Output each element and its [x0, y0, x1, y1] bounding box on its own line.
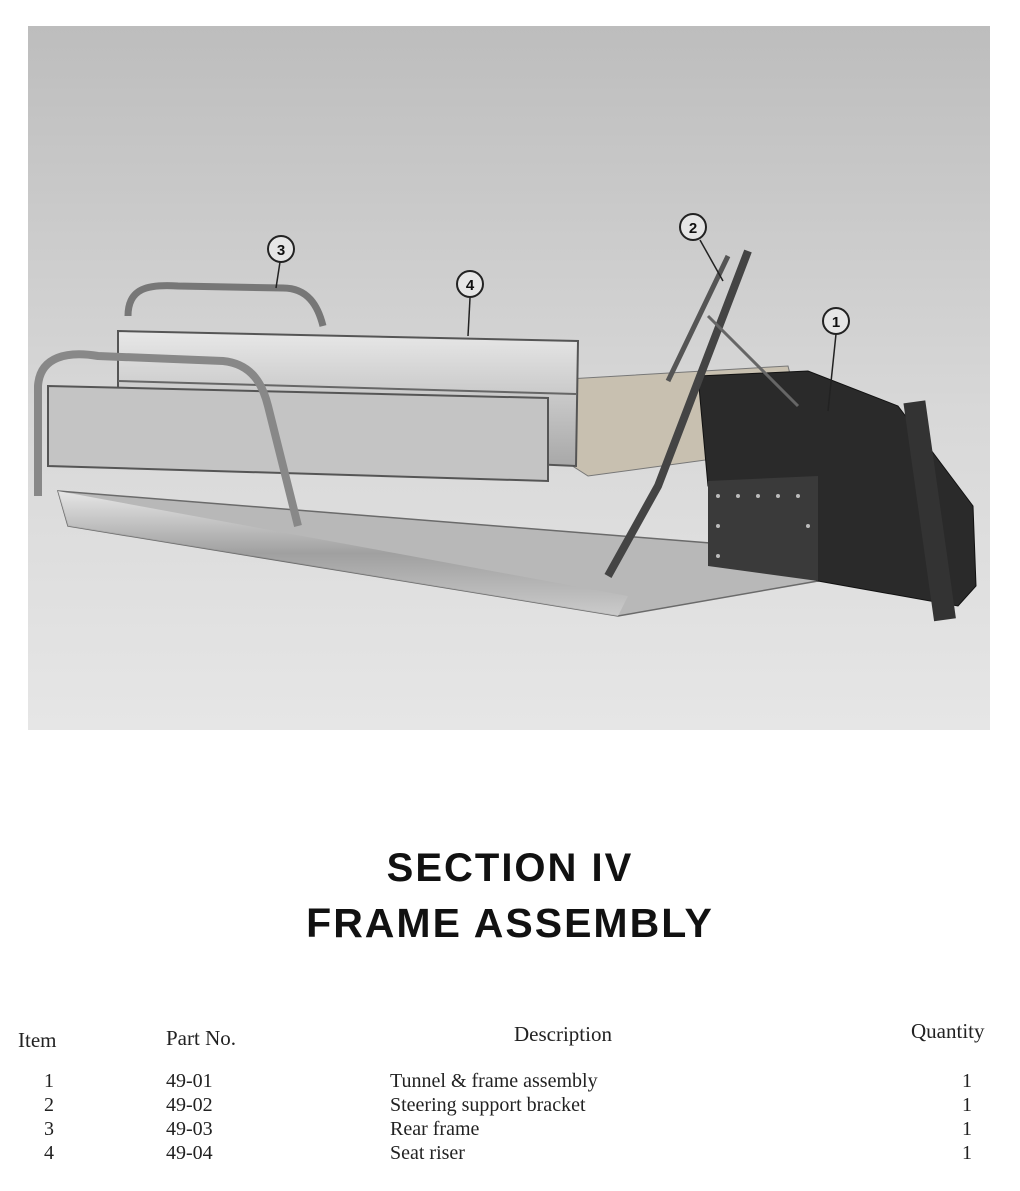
table-row	[0, 1118, 1020, 1142]
callout-2	[680, 214, 706, 240]
section-subtitle: FRAME ASSEMBLY	[306, 900, 714, 946]
row-item: 4	[44, 1142, 54, 1164]
row-quantity: 1	[962, 1118, 972, 1140]
row-quantity: 1	[962, 1070, 972, 1092]
row-description: Seat riser	[390, 1142, 465, 1164]
callout-3	[268, 236, 294, 262]
svg-text:4: 4	[465, 277, 475, 294]
row-part-no: 49-03	[166, 1118, 213, 1140]
row-description: Steering support bracket	[390, 1094, 586, 1116]
frame-photo-drawing	[28, 26, 990, 730]
section-title: SECTION IV	[386, 846, 634, 890]
table-row	[0, 1142, 1020, 1166]
row-item: 2	[44, 1094, 54, 1116]
row-quantity: 1	[962, 1094, 972, 1116]
callout-1	[823, 308, 849, 334]
row-part-no: 49-04	[166, 1142, 213, 1164]
column-header-item: Item	[18, 1028, 57, 1052]
row-description: Rear frame	[390, 1118, 480, 1140]
row-item: 1	[44, 1070, 54, 1092]
svg-text:3: 3	[276, 242, 286, 259]
column-header-part-no: Part No.	[166, 1026, 236, 1050]
svg-text:2: 2	[688, 220, 698, 237]
column-header-description: Description	[514, 1022, 612, 1046]
row-quantity: 1	[962, 1142, 972, 1164]
svg-text:1: 1	[831, 314, 841, 331]
row-part-no: 49-01	[166, 1070, 213, 1092]
callout-4	[457, 271, 483, 297]
row-part-no: 49-02	[166, 1094, 213, 1116]
frame-assembly-photo	[28, 26, 990, 730]
table-row	[0, 1094, 1020, 1118]
table-row	[0, 1070, 1020, 1094]
column-header-quantity: Quantity	[911, 1019, 985, 1043]
row-item: 3	[44, 1118, 54, 1140]
row-description: Tunnel & frame assembly	[390, 1070, 598, 1092]
